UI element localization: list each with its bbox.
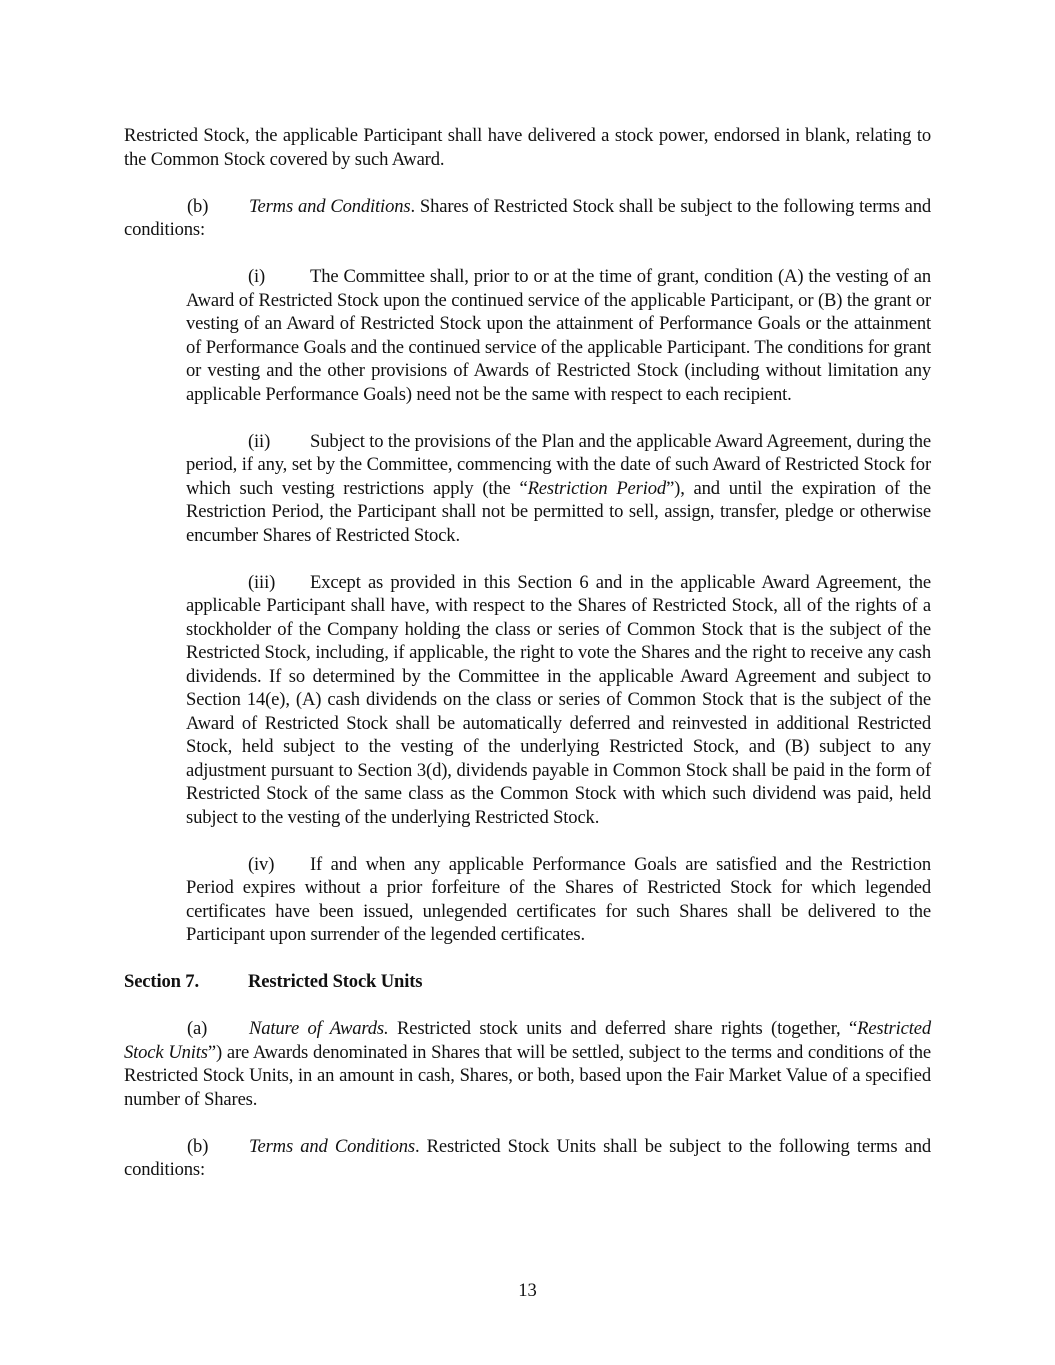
page-number: 13	[518, 1280, 537, 1301]
defined-term: Restricted Stock Units	[124, 1018, 931, 1063]
item-i-paragraph	[186, 265, 931, 406]
continuation-paragraph: Restricted Stock, the applicable Participant shall have delivered a stock power, endorsed in blank, relating to the Common Stock covered by such Award.	[124, 125, 931, 170]
paragraph-text: ”) are Awards denominated in Shares that will be settled, subject to the terms and conditions of the Restricted Stock Units, in an amount in cash, Shares, or both, based upon the Fair Market Value of a specified number of Shares.	[124, 1041, 931, 1110]
document-page	[124, 124, 931, 1182]
item-text: The Committee shall, prior to or at the time of grant, condition (A) the vesting of an Award of Restricted Stock upon the continued service of the applicable Participant, or (B) the grant or vesting of an Award of Restricted Stock upon the attainment of Performance Goals or the attainment of Performance Goals and the continued service of the applicable Participant. The conditions for grant or vesting and the other provisions of Awards of Restricted Stock (including without limitation any applicable Performance Goals) need not be the same with respect to each recipient.	[186, 266, 931, 405]
item-text: If and when any applicable Performance Goals are satisfied and the Restriction Period expires without a prior forfeiture of the Shares of Restricted Stock for which legended certificates have been issued, unlegended certificates for such Shares shall be delivered to the Participant upon surrender of the legended certificates.	[186, 853, 931, 945]
section-number: Section 7.	[124, 971, 199, 992]
section6-b-paragraph	[124, 195, 931, 242]
paragraph-title: Terms and Conditions	[249, 195, 411, 217]
defined-term: Restriction Period	[527, 477, 667, 499]
section7-a-paragraph	[124, 1017, 931, 1111]
item-label: (ii)	[248, 430, 271, 452]
paragraph-title: Terms and Conditions	[249, 1135, 415, 1157]
paragraph-text: . Shares of Restricted Stock shall be subject to the following terms and conditions:	[124, 195, 931, 240]
paragraph-label: (a)	[187, 1018, 208, 1039]
section7-heading	[124, 970, 931, 994]
paragraph-label: (b)	[187, 1135, 209, 1157]
section-title: Restricted Stock Units	[248, 971, 423, 992]
section7-b-paragraph	[124, 1135, 931, 1182]
item-label: (i)	[248, 266, 266, 287]
item-label: (iii)	[248, 571, 276, 593]
paragraph-label: (b)	[187, 195, 209, 217]
item-text: Subject to the provisions of the Plan and the applicable Award Agreement, during the period, if any, set by the Committee, commencing with the date of such Award of Restricted Stock for which such vesting restrictions apply (the “	[186, 430, 931, 499]
item-text: ”), and until the expiration of the Restriction Period, the Participant shall not be permitted to sell, assign, transfer, pledge or otherwise encumber Shares of Restricted Stock.	[186, 477, 931, 546]
item-ii-paragraph	[186, 430, 931, 548]
item-iii-paragraph	[186, 571, 931, 830]
item-iv-paragraph	[186, 853, 931, 947]
paragraph-text: . Restricted Stock Units shall be subject to the following terms and conditions:	[124, 1135, 931, 1180]
item-text: Except as provided in this Section 6 and in the applicable Award Agreement, the applicable Participant shall have, with respect to the Shares of Restricted Stock, all of the rights of a stockholder of the Company holding the class or series of Common Stock that is the subject of the Restricted Stock, including, if applicable, the right to vote the Shares and the right to receive any cash dividends. If so determined by the Committee in the applicable Award Agreement and subject to Section 14(e), (A) cash dividends on the class or series of Common Stock that is the subject of the Award of Restricted Stock shall be automatically deferred and reinvested in additional Restricted Stock, held subject to the vesting of the underlying Restricted Stock, and (B) subject to any adjustment pursuant to Section 3(d), dividends payable in Common Stock shall be paid in the form of Restricted Stock of the same class as the Common Stock with which such dividend was paid, held subject to the vesting of the underlying Restricted Stock.	[186, 571, 931, 828]
item-label: (iv)	[248, 853, 275, 875]
paragraph-text: Restricted stock units and deferred share rights (together, “	[388, 1018, 858, 1039]
paragraph-title: Nature of Awards.	[249, 1018, 389, 1039]
